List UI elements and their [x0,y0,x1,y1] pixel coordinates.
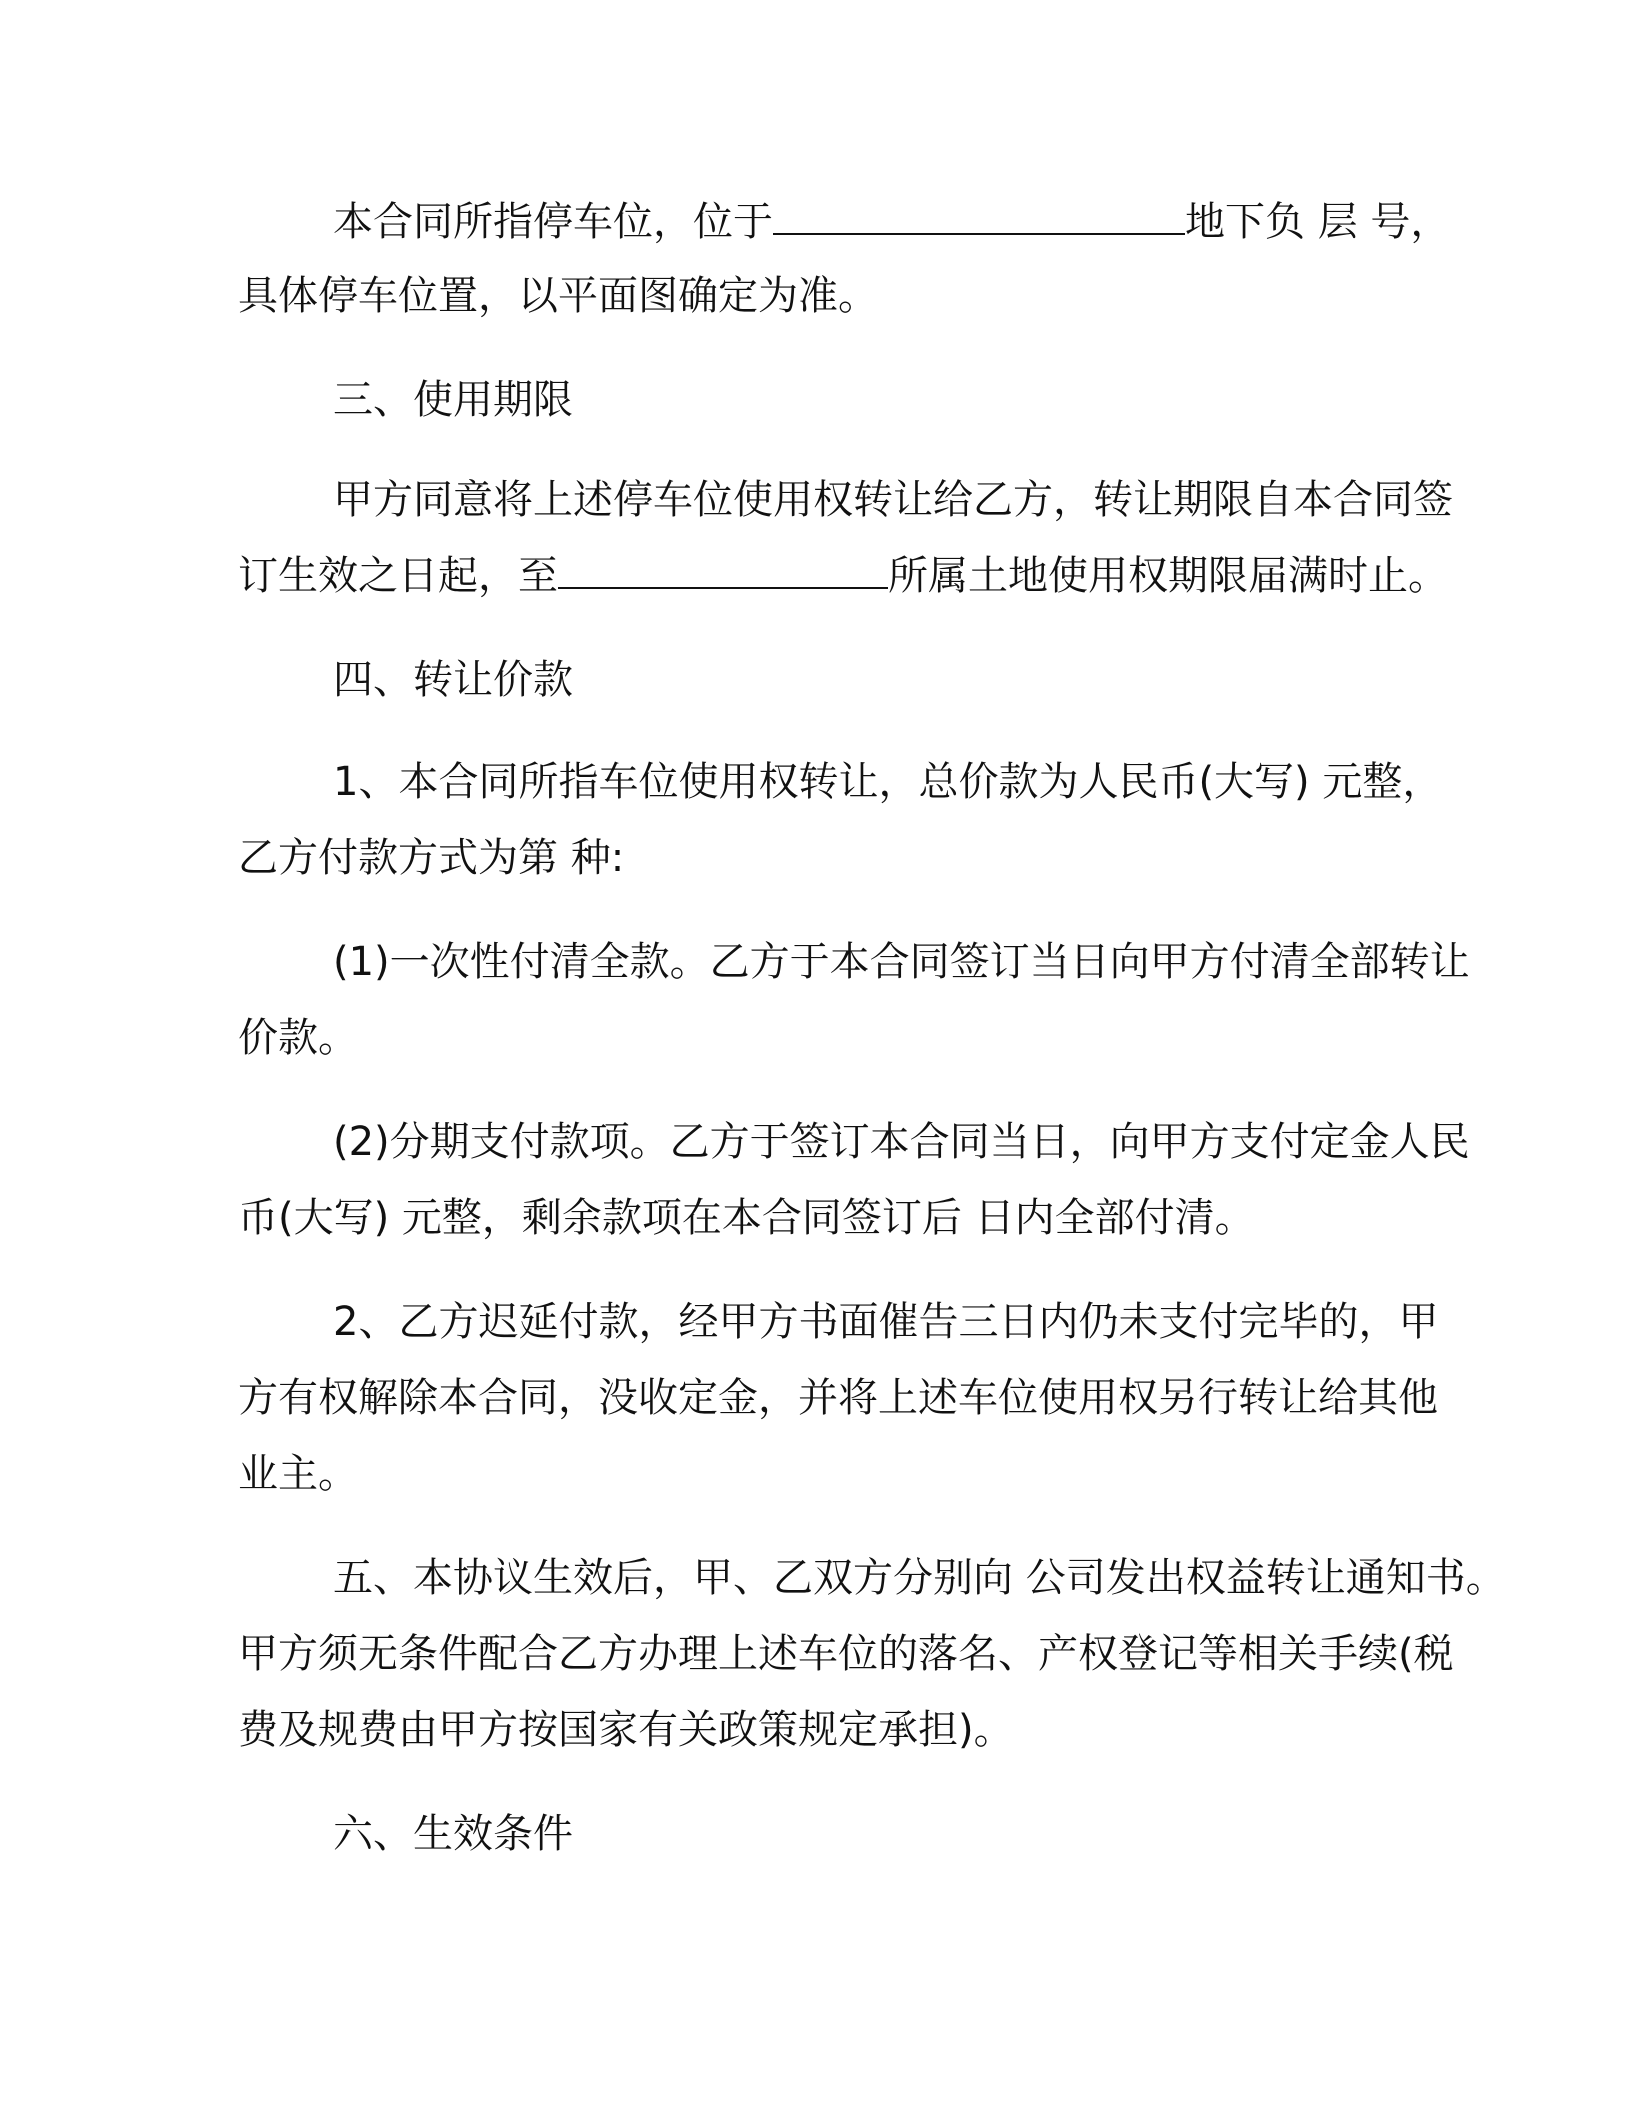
paragraph-late-payment-line-1: 2、乙方迟延付款，经甲方书面催告三日内仍未支付完毕的，甲 [333,1299,1439,1345]
section-heading-effective-conditions: 六、生效条件 [333,1811,573,1857]
paragraph-installment-line-2: 币(大写) 元整，剩余款项在本合同签订后 日内全部付清。 [238,1195,1255,1241]
paragraph-lump-sum-line-1: (1)一次性付清全款。乙方于本合同签订当日向甲方付清全部转让 [333,939,1470,985]
paragraph-term-line-1: 甲方同意将上述停车位使用权转让给乙方，转让期限自本合同签 [333,477,1453,523]
paragraph-lump-sum-line-2: 价款。 [238,1015,358,1061]
section-heading-price: 四、转让价款 [333,657,573,703]
paragraph-price-line-2: 乙方付款方式为第 种: [238,835,625,881]
fill-in-blank-location [773,199,1185,235]
paragraph-installment-line-1: (2)分期支付款项。乙方于签订本合同当日，向甲方支付定金人民 [333,1119,1470,1165]
paragraph-price-line-1: 1、本合同所指车位使用权转让，总价款为人民币(大写) 元整， [333,759,1443,805]
paragraph-late-payment-line-2: 方有权解除本合同，没收定金，并将上述车位使用权另行转让给其他 [238,1375,1438,1421]
paragraph-transfer-notice-line-2: 甲方须无条件配合乙方办理上述车位的落名、产权登记等相关手续(税 [238,1631,1454,1677]
fill-in-blank-term-end [558,553,888,589]
text-segment: 本合同所指停车位，位于 [333,199,773,245]
paragraph-late-payment-line-3: 业主。 [238,1451,358,1497]
text-segment: 订生效之日起，至 [238,553,558,599]
paragraph-transfer-notice-line-1: 五、本协议生效后，甲、乙双方分别向 公司发出权益转让通知书。 [333,1555,1506,1601]
section-heading-term: 三、使用期限 [333,377,573,423]
paragraph-transfer-notice-line-3: 费及规费由甲方按国家有关政策规定承担)。 [238,1707,1014,1753]
paragraph-parking-location-line-2: 具体停车位置，以平面图确定为准。 [238,273,878,319]
paragraph-parking-location-line-1 [333,196,1450,248]
text-segment: 所属土地使用权期限届满时止。 [888,553,1448,599]
text-segment: 地下负 层 号， [1185,199,1451,245]
paragraph-term-line-2 [238,550,1448,602]
